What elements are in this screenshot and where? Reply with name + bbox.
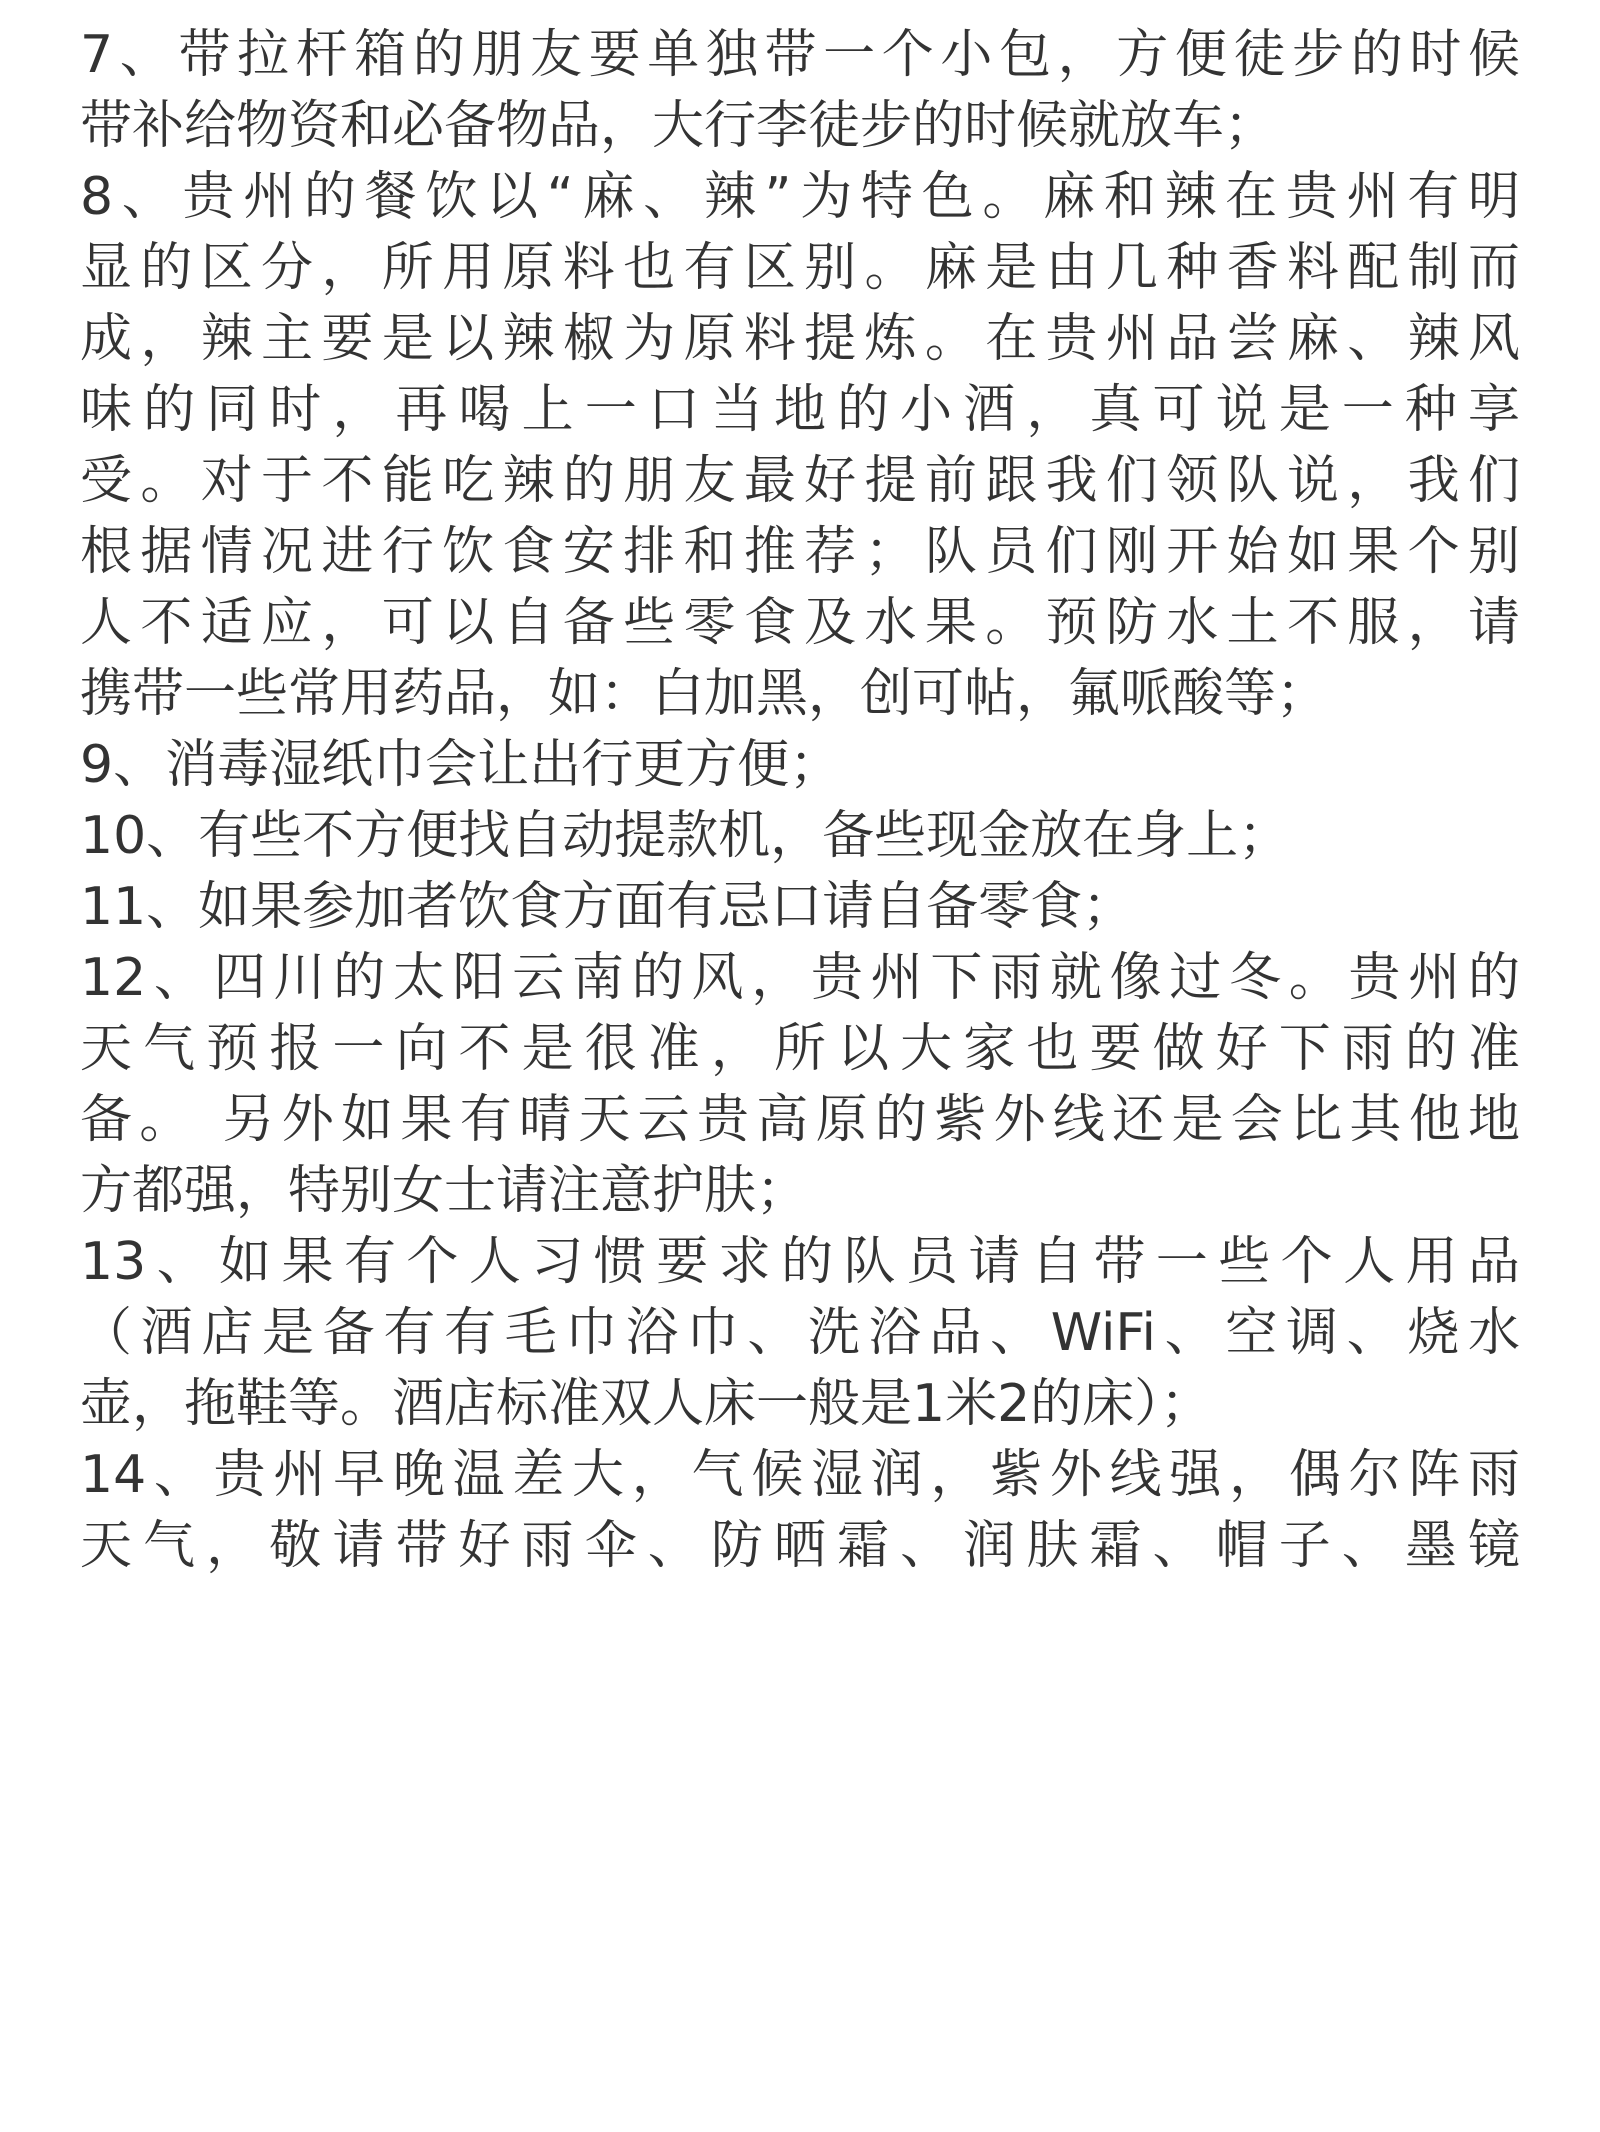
text-line: 显的区分，所用原料也有区别。麻是由几种香料配制而 (80, 238, 1520, 298)
text-line: 带补给物资和必备物品，大行李徒步的时候就放车； (80, 96, 1277, 156)
text-line: 备。 另外如果有晴天云贵高原的紫外线还是会比其他地 (80, 1090, 1520, 1150)
text-line: 10、有些不方便找自动提款机，备些现金放在身上； (80, 806, 1291, 866)
text-line: 受。对于不能吃辣的朋友最好提前跟我们领队说，我们 (80, 451, 1520, 511)
text-line: 天气，敬请带好雨伞、防晒霜、润肤霜、帽子、墨镜 (80, 1516, 1520, 1576)
text-line: 8、贵州的餐饮以“麻、辣”为特色。麻和辣在贵州有明 (80, 167, 1520, 227)
text-line: 壶，拖鞋等。酒店标准双人床一般是1米2的床）； (80, 1374, 1213, 1434)
text-line: 11、如果参加者饮食方面有忌口请自备零食； (80, 877, 1135, 937)
text-line: 9、消毒湿纸巾会让出行更方便； (80, 735, 842, 795)
text-line: 人不适应，可以自备些零食及水果。预防水土不服，请 (80, 593, 1520, 653)
text-line: 天气预报一向不是很准，所以大家也要做好下雨的准 (80, 1019, 1520, 1079)
text-line: 成，辣主要是以辣椒为原料提炼。在贵州品尝麻、辣风 (80, 309, 1520, 369)
text-line: 根据情况进行饮食安排和推荐；队员们刚开始如果个别 (80, 522, 1520, 582)
text-line: 携带一些常用药品，如：白加黑，创可帖，氟哌酸等； (80, 664, 1329, 724)
text-line: 7、带拉杆箱的朋友要单独带一个小包，方便徒步的时候 (80, 25, 1520, 85)
text-line: 12、四川的太阳云南的风，贵州下雨就像过冬。贵州的 (80, 948, 1520, 1008)
text-line: 方都强，特别女士请注意护肤； (80, 1161, 809, 1221)
text-line: 味的同时，再喝上一口当地的小酒，真可说是一种享 (80, 380, 1520, 440)
text-line: 14、贵州早晚温差大，气候湿润，紫外线强，偶尔阵雨 (80, 1445, 1520, 1505)
text-line: （酒店是备有有毛巾浴巾、洗浴品、WiFi、空调、烧水 (80, 1303, 1520, 1363)
text-line: 13、如果有个人习惯要求的队员请自带一些个人用品 (80, 1232, 1520, 1292)
